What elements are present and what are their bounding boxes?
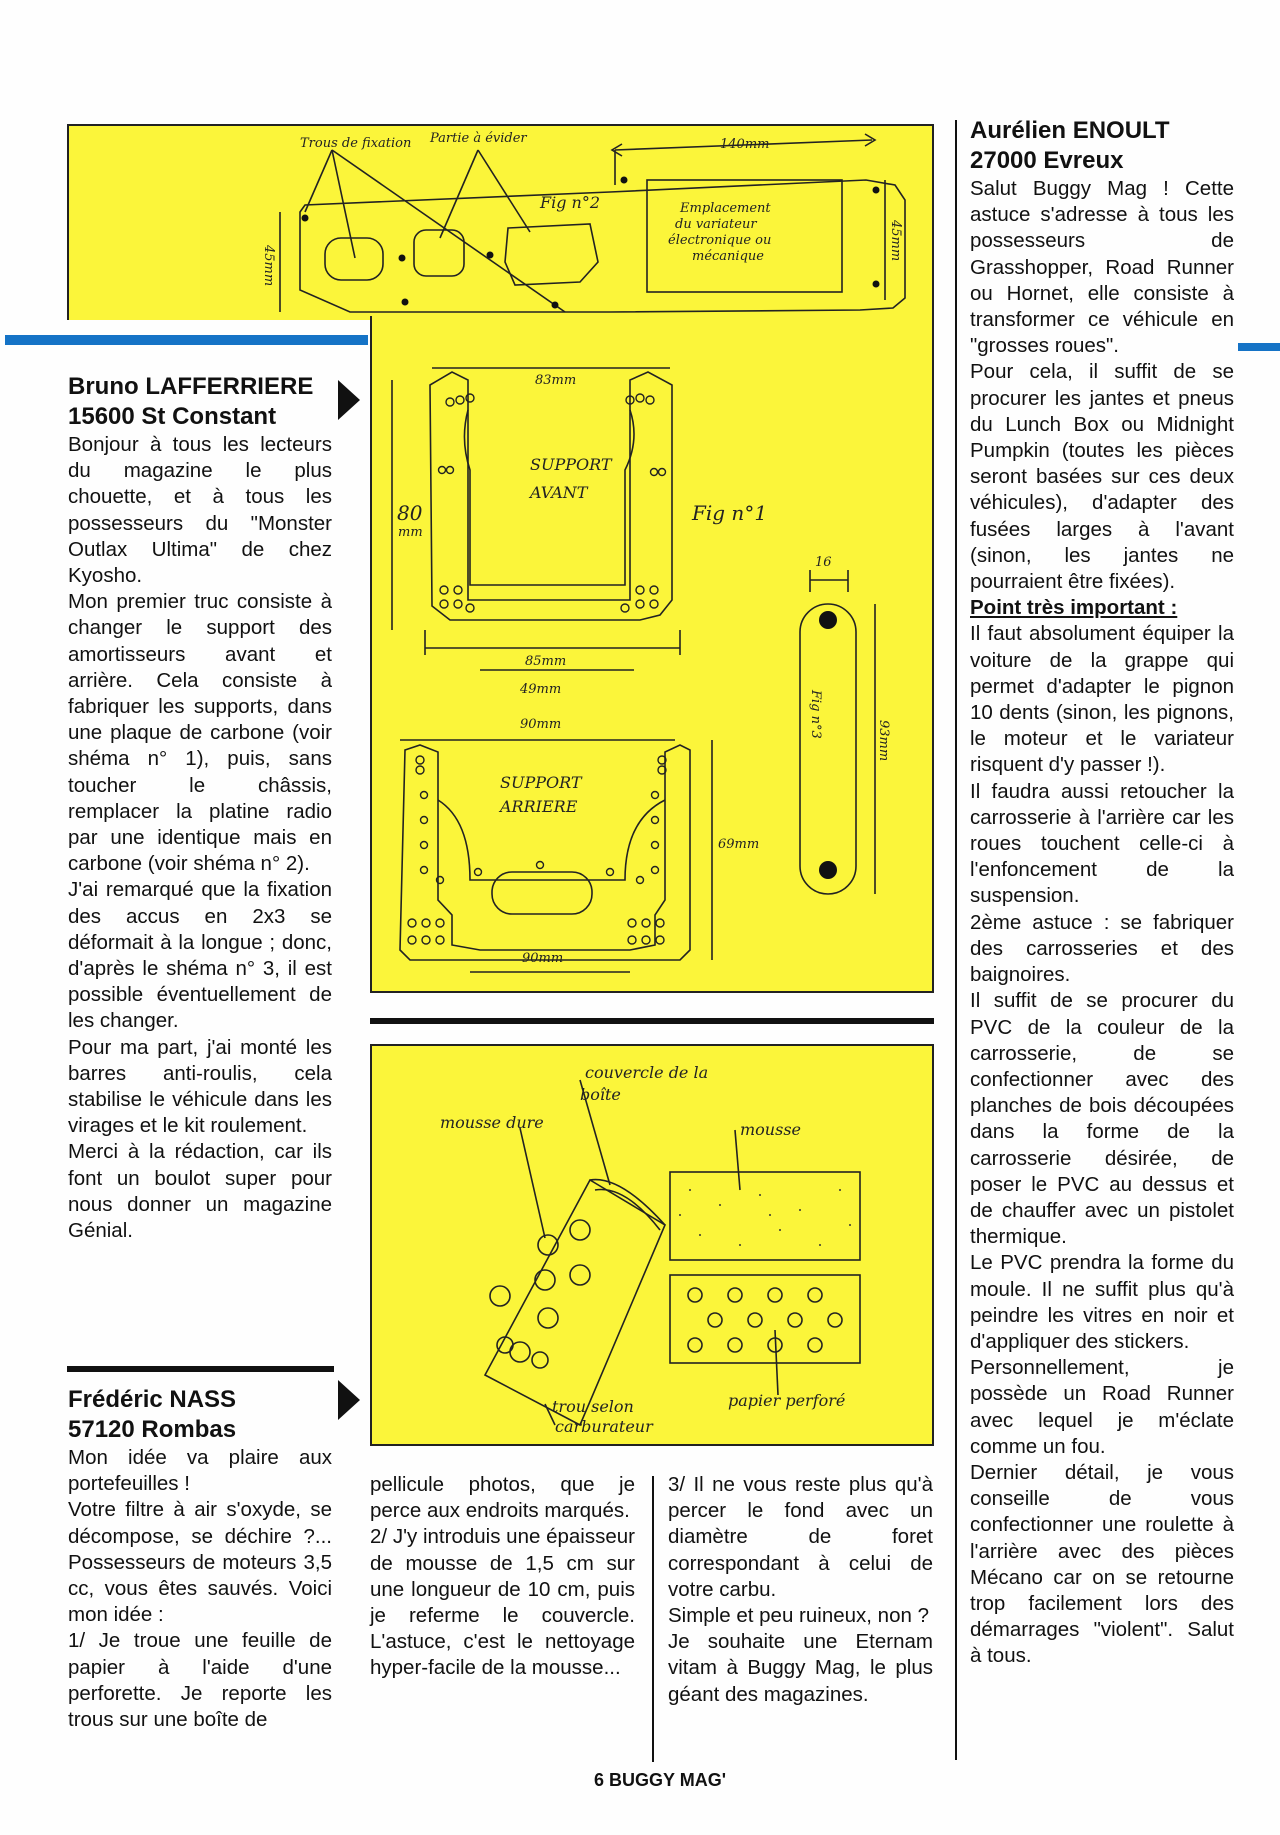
paragraph: J'ai remarqué que la fixation des accus en 2x3 se déformait à la longue ; donc, d'après le shéma n° 3, il est possible éventuellement de les changer. — [68, 878, 332, 1033]
paragraph: Bonjour à tous les lecteurs du magazine le plus chouette, et à tous les possesseurs du "Monster Outlax Ultima" de chez Kyosho. — [68, 433, 332, 588]
fig2-label-holes: Trous de fixation — [300, 136, 412, 151]
important-heading: Point très important : — [970, 596, 1178, 620]
fig4-filter-holes — [490, 1220, 590, 1368]
fig3-dim-16: 16 — [815, 555, 832, 570]
paragraph: Salut Buggy Mag ! Cette astuce s'adresse à tous les possesseurs de Grasshopper, Road Runner ou Hornet, elle consiste à transformer ce véhicule en "grosses roues". — [970, 177, 1234, 358]
paragraph: Personnellement, je possède un Road Runner avec lequel je m'éclate comme un fou. — [970, 1356, 1234, 1458]
fig2-dim-right: 45mm — [888, 220, 903, 262]
author-city-3: 27000 Evreux — [970, 147, 1124, 174]
paragraph: Il faut absolument équiper la voiture de la grappe qui permet d'adapter le pignon 10 dents (sinon, les pignons, le moteur et le variateur risquent d'y passer !). — [970, 622, 1234, 777]
fig2-label-part: Partie à évider — [430, 131, 527, 146]
paragraph: Il faudra aussi retoucher la carrosserie à l'arrière car les roues touchent celle-ci à l'enfoncement de la suspension. — [970, 779, 1234, 908]
fig4-lid-line2: boîte — [580, 1085, 621, 1104]
author-city-2: 57120 Rombas — [68, 1416, 237, 1443]
column-1-bottom — [68, 1385, 332, 1733]
paragraph: Simple et peu ruineux, non ? — [668, 1604, 929, 1628]
fig3-hole-bottom — [819, 861, 837, 879]
fig4-lid-line1: couvercle de la — [585, 1063, 709, 1082]
paragraph: Il suffit de se procurer du PVC de la couleur de la carrosserie, de se confectionner avec des planches de bois découpées dans la forme de la carrosserie désirée, de poser le PVC au dessus et de chauffer avec un pistolet thermique. — [970, 989, 1234, 1249]
column-2 — [370, 1472, 635, 1682]
fig2-label: Fig n°2 — [540, 193, 601, 212]
paragraph: Pour cela, il suffit de se procurer les jantes et pneus du Lunch Box ou Midnight Pumpkin (toutes les pièces seront basées sur ces deux véhicules), d'adapter des fusées larges à l'avant (sinon, les jantes ne pourraient être fixées). — [970, 360, 1234, 594]
column-1 — [68, 372, 332, 1244]
paragraph: Pour ma part, j'ai monté les barres anti-roulis, cela stabilise le véhicule dans les virages et le kit roulement. — [68, 1035, 332, 1138]
paragraph: Mon premier truc consiste à changer le support des amortisseurs avant et arrière. Cela consiste à fabriquer les supports, dans une plaque de carbone (voir shéma n° 1), puis, sans toucher le châssis, remplacer la platine radio par une identique mais en carbone (voir shéma n° 2). — [68, 590, 332, 876]
fig2-box-line1: Emplacement — [680, 201, 771, 216]
fig4-hole-line2: carburateur — [555, 1417, 653, 1436]
fig1-front-holes — [439, 394, 666, 612]
paragraph: 2/ J'y introduis une épaisseur de mousse de 1,5 cm sur une longueur de 10 cm, puis je referme le couvercle. L'astuce, c'est le nettoyage hyper-facile de la mousse... — [370, 1525, 635, 1680]
column-4 — [970, 116, 1234, 1670]
paragraph: Votre filtre à air s'oxyde, se décompose, se déchire ?... Possesseurs de moteurs 3,5 cc, vous êtes sauvés. Voici mon idée : — [68, 1498, 332, 1627]
paragraph: 1/ Je troue une feuille de papier à l'aide d'une perforette. Je reporte les trous sur une boîte de — [68, 1629, 332, 1732]
fig2-box-line4: mécanique — [692, 249, 764, 264]
author-city-1: 15600 St Constant — [68, 403, 277, 430]
fig1-dim-h1: 80 — [397, 501, 423, 525]
fig3-hole-top — [819, 611, 837, 629]
fig3-dim-93: 93mm — [876, 720, 891, 762]
paragraph: Le PVC prendra la forme du moule. Il ne suffit plus qu'à peindre les vitres en noir et d'appliquer des stickers. — [970, 1251, 1234, 1353]
fig1-dim-h2: mm — [398, 525, 423, 540]
fig4-paper: papier perforé — [728, 1391, 846, 1410]
fig2-box-line3: électronique ou — [668, 233, 772, 248]
fig1-rear-label1: SUPPORT — [500, 773, 582, 792]
fig2-box-line2: du variateur — [675, 217, 757, 232]
fig1-dim-90a: 90mm — [520, 717, 562, 732]
fig4-foam: mousse — [740, 1120, 801, 1139]
fig2-dim-left: 45mm — [261, 245, 276, 287]
fig1-rear-label2: ARRIERE — [500, 797, 578, 816]
paragraph: Dernier détail, je vous conseille de vous confectionner une roulette à l'arrière avec des pièces Mécano car on se retourne trop facilement lors des démarrages "violent". Salut à tous. — [970, 1460, 1234, 1668]
fig1-dim-90b: 90mm — [522, 951, 564, 966]
fig1-dim-top: 83mm — [535, 373, 577, 388]
fig4-hard-foam: mousse dure — [440, 1113, 544, 1132]
paragraph: 2ème astuce : se fabriquer des carrosseries et des baignoires. — [970, 910, 1234, 987]
fig3-label: Fig n°3 — [808, 690, 823, 739]
fig1-dim-85: 85mm — [525, 654, 567, 669]
fig1-front-label1: SUPPORT — [530, 455, 612, 474]
fig2-drawing — [280, 134, 905, 312]
fig1-dim-69: 69mm — [718, 837, 760, 852]
author-name-2: Frédéric NASS — [68, 1386, 237, 1413]
page-footer: 6 BUGGY MAG' — [594, 1770, 726, 1790]
fig1-front-support — [392, 368, 680, 670]
column-3 — [668, 1472, 933, 1708]
fig4-paper-holes — [688, 1288, 842, 1352]
fig4-foam-texture — [679, 1189, 851, 1246]
paragraph: Je souhaite une Eternam vitam à Buggy Mag, le plus géant des magazines. — [668, 1630, 933, 1706]
paragraph: Merci à la rédaction, car ils font un boulot super pour nous donner un magazine Génial. — [68, 1140, 332, 1243]
paragraph: 3/ Il ne vous reste plus qu'à percer le fond avec un diamètre de foret correspondant à celui de votre carbu. — [668, 1473, 933, 1601]
fig1-front-label2: AVANT — [530, 483, 588, 502]
fig4-hole-line1: trou selon — [552, 1397, 634, 1416]
fig2-dim-length: 140mm — [720, 137, 770, 152]
author-name-3: Aurélien ENOULT — [970, 117, 1170, 144]
fig1-dim-49: 49mm — [520, 682, 562, 697]
author-name-1: Bruno LAFFERRIERE — [68, 373, 314, 400]
paragraph: pellicule photos, que je perce aux endroits marqués. — [370, 1473, 635, 1523]
paragraph: Mon idée va plaire aux portefeuilles ! — [68, 1446, 332, 1496]
fig1-label: Fig n°1 — [692, 501, 768, 525]
